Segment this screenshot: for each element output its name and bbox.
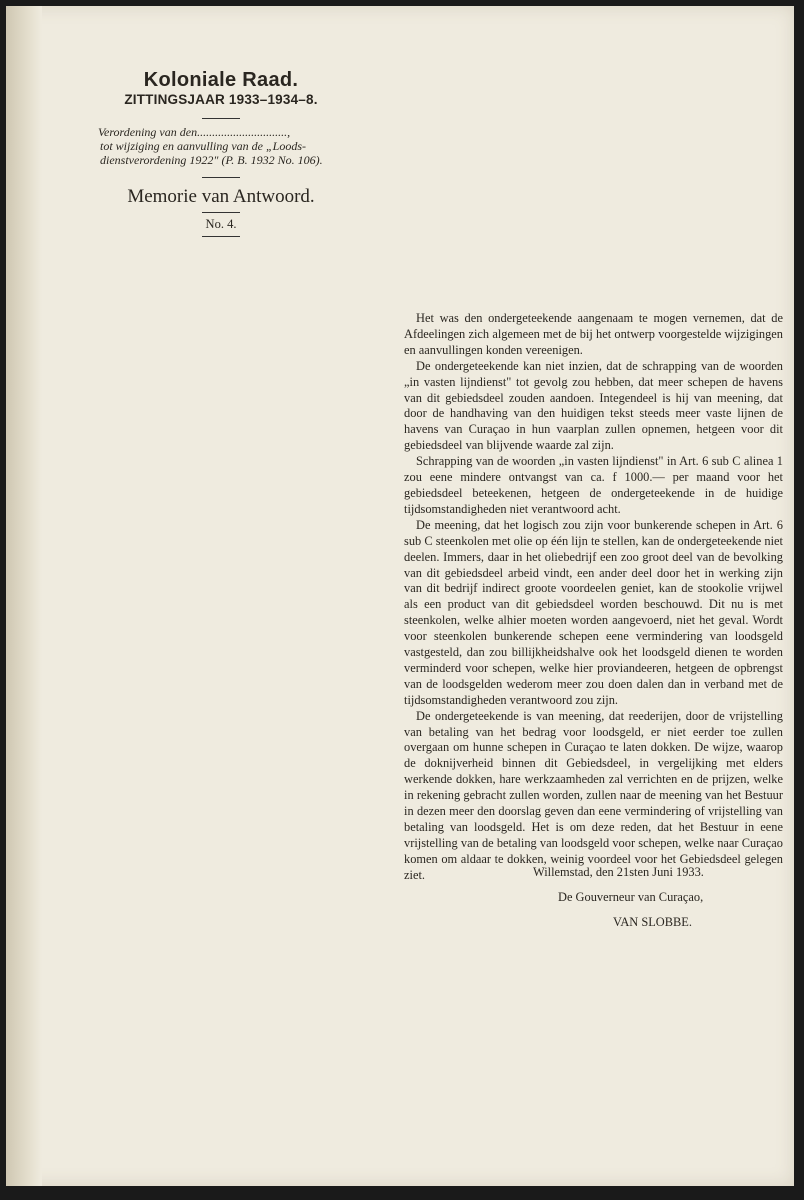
memo-title: Memorie van Antwoord. xyxy=(127,186,315,207)
ordinance-line: dienstverordening 1922" (P. B. 1932 No. 106). xyxy=(100,153,323,167)
place-date: Willemstad, den 21sten Juni 1933. xyxy=(533,865,704,879)
ordinance-description xyxy=(96,125,346,167)
memo-body xyxy=(404,311,783,884)
council-title: Koloniale Raad. xyxy=(143,69,299,91)
session-year: ZITTINGSJAAR 1933–1934–8. xyxy=(124,92,318,107)
document-page xyxy=(6,6,794,1186)
header-divider xyxy=(202,212,240,213)
body-paragraph: Schrapping van de woorden „in vasten lijndienst" in Art. 6 sub C alinea 1 zou eene mindere ontvangst van ca. f 1000.— per maand voor het gebiedsdeel beteekenen, hetgeen de ondergeteekende in de huidige tijdsomstandigheden niet verantwoord acht. xyxy=(404,454,783,516)
ordinance-line: Verordening van den.............................., xyxy=(98,125,291,139)
header-divider xyxy=(202,177,240,178)
body-paragraph: De ondergeteekende is van meening, dat reederijen, door de vrijstelling van betaling van het bedrag voor loodsgeld, er niet eerder toe zullen overgaan om hunne schepen in Curaçao te laten dokken. De wijze, waarop de doknijverheid binnen dit Gebiedsdeel, in vergelijking met elders werkende dokken, hare werkzaamheden zal verrichten en de prijzen, welke in rekening gebracht zullen worden, zullen naar de meening van het Bestuur in dezen meer den doorslag geven dan eene vermindering of vrijstelling van betaling van loodsgeld. Het is om deze reden, dat het Bestuur in eene vrijstelling van de betaling van loodsgeld voor schepen, welke naar Curaçao komen om aldaar te dokken, weinig voordeel voor het Gebiedsdeel gelegen ziet. xyxy=(404,708,783,882)
memo-number: No. 4. xyxy=(205,217,237,231)
body-paragraph: De meening, dat het logisch zou zijn voor bunkerende schepen in Art. 6 sub C steenkolen met olie op één lijn te stellen, kan de ondergeteekende niet deelen. Immers, daar in het oliebedrijf een zoo groot deel van de bevolking van dit gebiedsdeel arbeid vindt, een ander deel door het in werking zijn van dit bedrijf indirect groote voordeelen geniet, kan de stookolie vrijwel als een product van dit gebiedsdeel worden beschouwd. Dit nu is met steenkolen, welke alhier moeten worden aangevoerd, niet het geval. Wordt voor steenkolen bunkerende schepen eene vermindering van loodsgeld vastgesteld, dan zou billijkheidshalve ook het loodsgeld dienen te worden verminderd voor schepen, welke hier proviandeeren, hetgeen de opbrengst van de loodsgelden wederom meer zou doen dalen dan in verband met de tijdsomstandigheden verantwoord zou zijn. xyxy=(404,517,783,707)
body-paragraph: Het was den ondergeteekende aangenaam te mogen vernemen, dat de Afdeelingen zich algemeen met de bij het ontwerp voorgestelde wijzigingen en aanvullingen konden vereenigen. xyxy=(404,311,783,357)
document-header xyxy=(96,68,346,237)
signatory-role: De Gouverneur van Curaçao, xyxy=(558,890,704,904)
signatory-name: VAN SLOBBE. xyxy=(613,915,692,929)
header-divider xyxy=(202,118,240,119)
header-divider xyxy=(202,236,240,237)
body-paragraph: De ondergeteekende kan niet inzien, dat de schrapping van de woorden „in vasten lijndienst" tot gevolg zou hebben, dat meer schepen de havens van dit gebiedsdeel zouden aandoen. Integendeel is hij van meening, dat door de handhaving van den huidigen tekst steeds meer vaste lijnen de havens van Curaçao in hun vaarplan zullen opnemen, hetgeen voor dit gebiedsdeel van blijvende waarde zal zijn. xyxy=(404,358,783,453)
page-binding-shadow xyxy=(6,6,42,1186)
ordinance-line: tot wijziging en aanvulling van de „Loods- xyxy=(100,139,306,153)
